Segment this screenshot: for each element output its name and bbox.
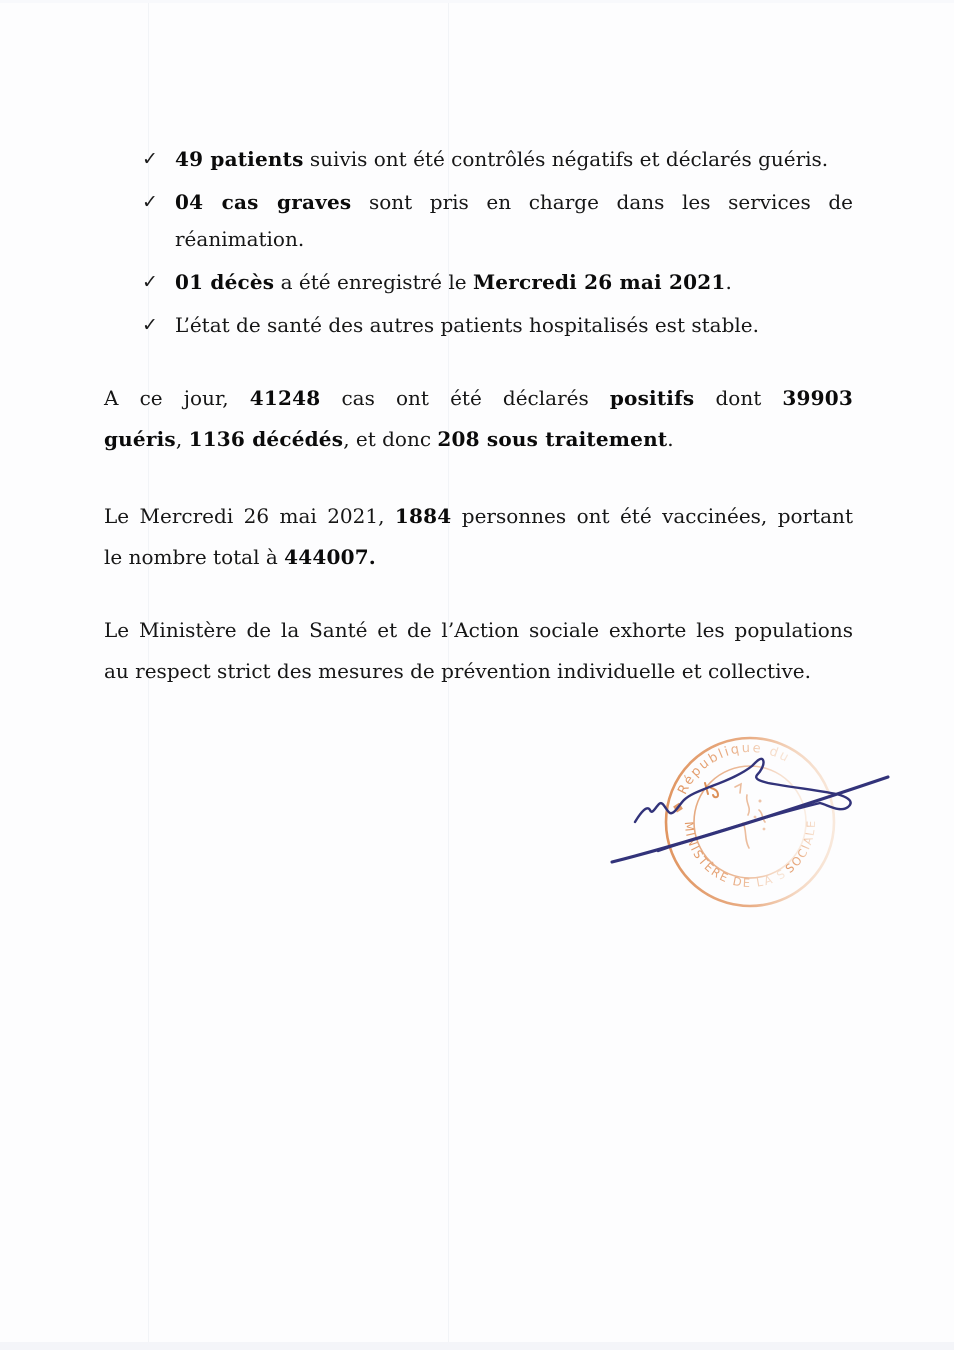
text-run: guéris xyxy=(104,427,176,451)
text-run: , et donc xyxy=(343,427,438,451)
text-line xyxy=(104,378,853,419)
page-edge-shadow xyxy=(0,0,954,3)
signature-ink xyxy=(588,728,900,880)
text-line xyxy=(104,496,853,537)
checkmark-icon: ✓ xyxy=(142,314,158,336)
text-run: Mercredi 26 mai 2021 xyxy=(472,270,726,294)
text-line xyxy=(175,264,853,301)
text-run: 208 sous traitement xyxy=(437,427,668,451)
checkmark-icon: ✓ xyxy=(142,271,158,293)
text-run: au respect strict des mesures de prévention individuelle et collective. xyxy=(104,659,811,683)
text-line xyxy=(104,651,853,692)
checkmark-icon: ✓ xyxy=(142,148,158,170)
text-run: 39903 xyxy=(782,386,853,410)
paragraph-totals xyxy=(104,378,853,460)
text-line xyxy=(175,307,853,344)
text-line xyxy=(104,610,853,651)
text-run: sont pris en charge dans les services de xyxy=(351,190,853,214)
bullet-text xyxy=(175,141,853,178)
stamp-arc-bottom-right-text: SOCIALE xyxy=(782,818,819,876)
text-run: A ce jour, xyxy=(104,386,250,410)
text-run: 01 décès xyxy=(175,270,275,294)
text-run: Le Mercredi 26 mai 2021, xyxy=(104,504,395,528)
bullet-item-death xyxy=(142,264,853,301)
checkmark-icon: ✓ xyxy=(142,191,158,213)
text-run: positifs xyxy=(609,386,695,410)
signature-main-stroke xyxy=(635,759,851,851)
text-run: cas ont été déclarés xyxy=(320,386,610,410)
bullet-item-stable-patients xyxy=(142,307,853,344)
text-line xyxy=(104,419,853,460)
text-line xyxy=(175,221,853,258)
text-run: . xyxy=(667,427,674,451)
text-line xyxy=(175,141,853,178)
text-line xyxy=(175,184,853,221)
page-edge-shadow xyxy=(0,1342,954,1350)
text-run: 41248 xyxy=(249,386,321,410)
paragraph-vaccination xyxy=(104,496,853,578)
text-run: 1136 décédés xyxy=(188,427,344,451)
text-run: dont xyxy=(694,386,783,410)
text-run: réanimation. xyxy=(175,227,305,251)
stamp-arc-top-text: ◆ République du xyxy=(669,740,793,815)
text-run: 444007. xyxy=(284,545,376,569)
text-run: . xyxy=(725,270,732,294)
text-run: a été enregistré le xyxy=(274,270,473,294)
text-run: Le Ministère de la Santé et de l’Action sociale exhorte les populations xyxy=(104,618,853,642)
bullet-text xyxy=(175,184,853,258)
text-run: L’état de santé des autres patients hospitalisés est stable. xyxy=(175,313,759,337)
bullet-list xyxy=(142,141,853,350)
signature-underline-stroke xyxy=(612,777,888,862)
bullet-item-recovered xyxy=(142,141,853,178)
text-run: 49 patients xyxy=(175,147,304,171)
bullet-item-severe-cases xyxy=(142,184,853,258)
text-run: , xyxy=(175,427,189,451)
text-run: le nombre total à xyxy=(104,545,285,569)
stamp-arc-bottom-left-text: MINISTÈRE DE LA S xyxy=(681,820,790,891)
bullet-text xyxy=(175,264,853,301)
text-run: suivis ont été contrôlés négatifs et déclarés guéris. xyxy=(303,147,829,171)
text-line xyxy=(104,537,853,578)
bullet-text xyxy=(175,307,853,344)
paragraph-ministry-message xyxy=(104,610,853,692)
text-run: 04 cas graves xyxy=(175,190,352,214)
text-run: personnes ont été vaccinées, portant xyxy=(451,504,853,528)
text-run: 1884 xyxy=(394,504,452,528)
